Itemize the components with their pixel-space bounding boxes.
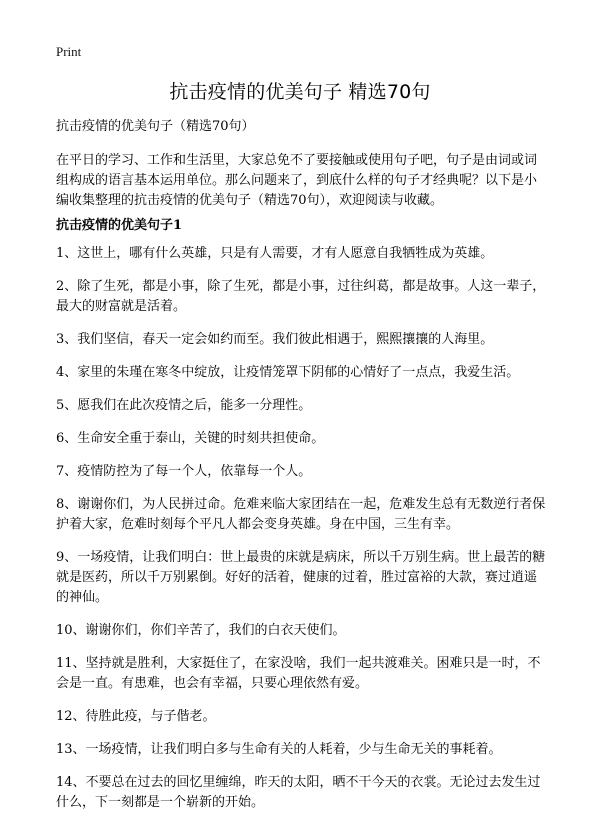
list-item: 4、家里的朱瑾在寒冬中绽放，让疫情笼罩下阴郁的心情好了一点点，我爱生活。 [56, 365, 520, 380]
list-item: 11、坚持就是胜利，大家挺住了，在家没啥，我们一起共渡难关。困难只是一时，不会是一直。有患难，也会有幸福，只要心理依然有爱。 [56, 656, 541, 691]
list-item: 3、我们坚信，春天一定会如约而至。我们彼此相遇于，熙熙攘攘的人海里。 [56, 332, 494, 347]
page-title: 抗击疫情的优美句子 精选70句 [169, 81, 431, 103]
list-item: 8、谢谢你们，为人民拼过命。危难来临大家团结在一起，危难发生总有无数逆行者保护着大家，危难时刻每个平凡人都会变身英雄。身在中国，三生有幸。 [56, 497, 546, 532]
list-item: 6、生命安全重于泰山，关键的时刻共担使命。 [56, 431, 325, 446]
list-item: 7、疫情防控为了每一个人，依靠每一个人。 [56, 464, 312, 479]
list-item: 2、除了生死，都是小事，除了生死，都是小事，过往纠葛，都是故事。人这一辈子，最大的财富就是活着。 [56, 279, 546, 314]
list-item: 13、一场疫情，让我们明白多与生命有关的人耗着，少与生命无关的事耗着。 [56, 742, 502, 757]
list-item: 14、不要总在过去的回忆里缠绵，昨天的太阳，晒不干今天的衣裳。无论过去发生过什么，下一刻都是一个崭新的开始。 [56, 775, 541, 810]
list-item: 12、待胜此疫，与子偕老。 [56, 709, 216, 724]
intro-paragraph: 在平日的学习、工作和生活里，大家总免不了要接触或使用句子吧，句子是由词或词组构成的语言基本运用单位。那么问题来了，到底什么样的句子才经典呢？以下是小编收集整理的抗击疫情的优美句子（精选70句），欢迎阅读与收藏。 [56, 153, 538, 208]
list-item: 9、一场疫情，让我们明白：世上最贵的床就是病床，所以千万别生病。世上最苦的糖就是医药，所以千万别累倒。好好的活着，健康的过着，胜过富裕的大款，赛过逍遥的神仙。 [56, 550, 546, 605]
print-link[interactable]: Print [56, 44, 82, 59]
list-item: 1、这世上，哪有什么英雄，只是有人需要，才有人愿意自我牺牲成为英雄。 [56, 246, 494, 261]
sentence-list [56, 244, 548, 826]
list-item: 5、愿我们在此次疫情之后，能多一分理性。 [56, 398, 312, 413]
section-heading: 抗击疫情的优美句子1 [56, 218, 183, 233]
list-item: 10、谢谢你们，你们辛苦了，我们的白衣天使们。 [56, 623, 346, 638]
document-subtitle: 抗击疫情的优美句子（精选70句） [56, 119, 255, 134]
